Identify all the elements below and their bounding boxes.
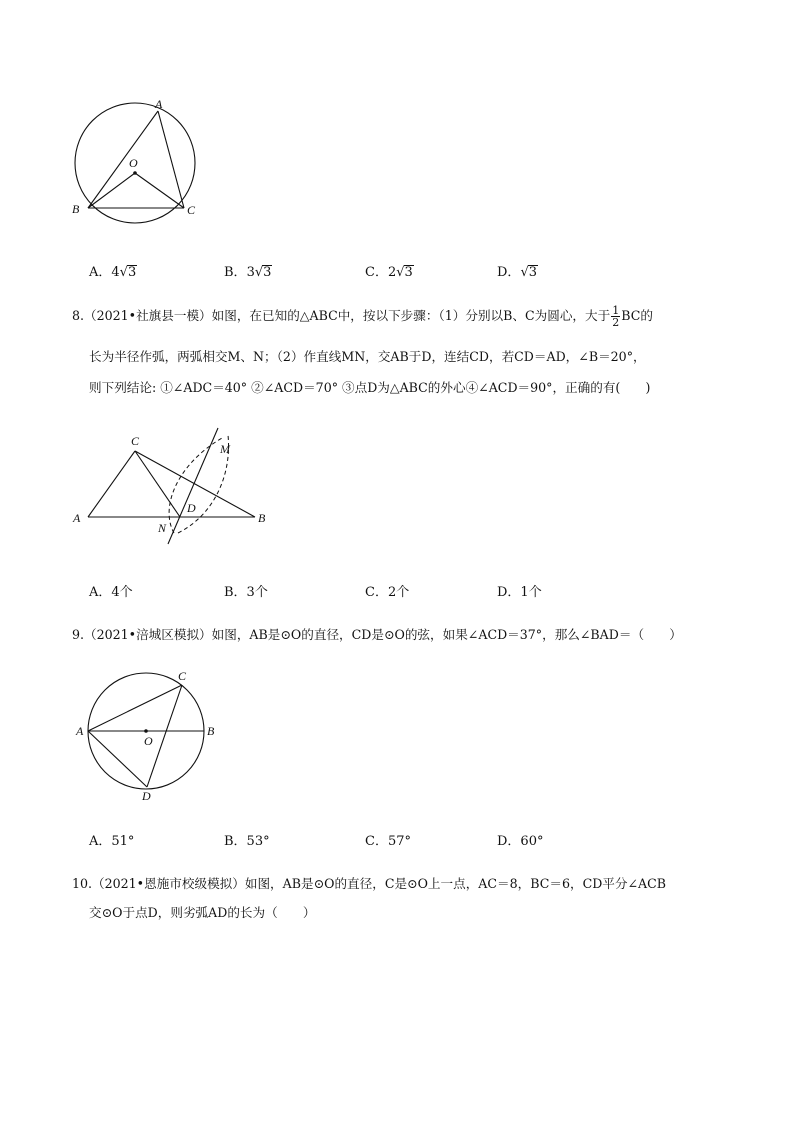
q8-stem-line3: 则下列结论: ①∠ADC＝40° ②∠ACD＝70° ③点D为△ABC的外心④∠ACD＝90°，正确的有( ) [89, 380, 651, 395]
q9-stem-line1: 9.（2021•涪城区模拟）如图，AB是⊙O的直径，CD是⊙O的弦，如果∠ACD＝37°，那么∠BAD＝（ ） [72, 627, 682, 642]
sqrt-sign-icon: √ [254, 265, 264, 280]
q7-choice-b-coef: 3 [246, 265, 255, 280]
q7-choice-c-letter: C． [365, 265, 388, 280]
q8-label-c: C [131, 434, 140, 448]
q10-stem-line2: 交⊙O于点D，则劣弧AD的长为（ ） [89, 905, 316, 920]
q7-choice-b[interactable] [224, 261, 272, 280]
q7-label-b: B [72, 202, 80, 216]
q8-choice-c[interactable]: C．2个 [365, 585, 410, 600]
q7-choice-a[interactable] [89, 261, 137, 280]
q7-choice-d-radicand: 3 [528, 265, 538, 280]
q8-label-b: B [258, 511, 266, 525]
q8-choice-b[interactable]: B．3个 [224, 585, 268, 600]
q10-stem-line1: 10.（2021•恩施市校级模拟）如图，AB是⊙O的直径，C是⊙O上一点，AC＝8，BC＝6，CD平分∠ACB [72, 876, 667, 891]
q9-choice-a[interactable]: A．51° [89, 834, 135, 849]
q9-label-a: A [76, 724, 84, 738]
q8-fraction-denominator: 2 [612, 316, 620, 329]
q8-segment-cd [135, 451, 180, 517]
q9-segment-ac [88, 685, 182, 731]
q9-segment-ad [88, 731, 147, 787]
q7-choice-c-radicand: 3 [404, 265, 413, 280]
q7-center-dot [133, 171, 137, 175]
q9-label-c: C [178, 669, 187, 683]
q9-figure [64, 662, 224, 802]
q8-choice-d[interactable]: D．1个 [497, 585, 542, 600]
q9-choice-b[interactable]: B．53° [224, 834, 270, 849]
q7-label-c: C [187, 203, 196, 217]
q8-label-m: M [220, 442, 230, 456]
q9-choice-d[interactable]: D．60° [497, 834, 544, 849]
q7-segment-oc [135, 173, 184, 208]
q8-fraction [611, 305, 620, 328]
q9-choice-c[interactable]: C．57° [365, 834, 411, 849]
sqrt-sign-icon: √ [396, 265, 405, 280]
q7-segment-ob [88, 173, 135, 208]
q8-choice-a[interactable]: A．4个 [89, 585, 133, 600]
q7-figure [64, 94, 214, 224]
q9-label-b: B [207, 724, 215, 738]
q8-label-d: D [187, 501, 196, 515]
q7-choice-c-coef: 2 [387, 265, 397, 280]
q7-label-o: O [129, 156, 138, 170]
q8-line-mn [168, 428, 218, 544]
q8-stem-line1 [72, 305, 653, 328]
q7-choice-d[interactable] [497, 261, 538, 280]
q8-label-n: N [158, 521, 167, 535]
q7-choice-b-radicand: 3 [263, 265, 272, 280]
q9-label-d: D [142, 789, 151, 802]
q8-segment-ac [88, 451, 135, 517]
q8-figure [64, 420, 284, 550]
sqrt-sign-icon: √ [520, 265, 529, 280]
q8-stem-line1-post: BC的 [621, 308, 653, 323]
q7-segment-ab [88, 111, 158, 208]
q9-center-dot [144, 729, 148, 733]
q7-choice-c[interactable] [365, 261, 414, 280]
q8-stem-line1-pre: 8.（2021•社旗县一模）如图，在已知的△ABC中，按以下步骤：（1）分别以B、C为圆心，大于 [72, 308, 611, 323]
q7-choice-b-letter: B． [224, 265, 247, 280]
sqrt-sign-icon: √ [119, 265, 128, 280]
q7-choice-a-coef: 4 [111, 265, 120, 280]
q9-label-o: O [144, 734, 153, 748]
q7-choice-a-letter: A． [89, 265, 112, 280]
q8-stem-line2: 长为半径作弧，两弧相交M、N；（2）作直线MN，交AB于D，连结CD，若CD＝AD，∠B＝20°， [89, 349, 646, 364]
q8-label-a: A [73, 511, 81, 525]
q7-segment-ac [158, 111, 184, 208]
q8-fraction-numerator: 1 [612, 304, 620, 317]
q7-choice-a-radicand: 3 [127, 265, 137, 280]
q8-arc-left [169, 438, 222, 533]
q7-label-a: A [155, 97, 163, 111]
q7-choice-d-letter: D． [497, 265, 521, 280]
